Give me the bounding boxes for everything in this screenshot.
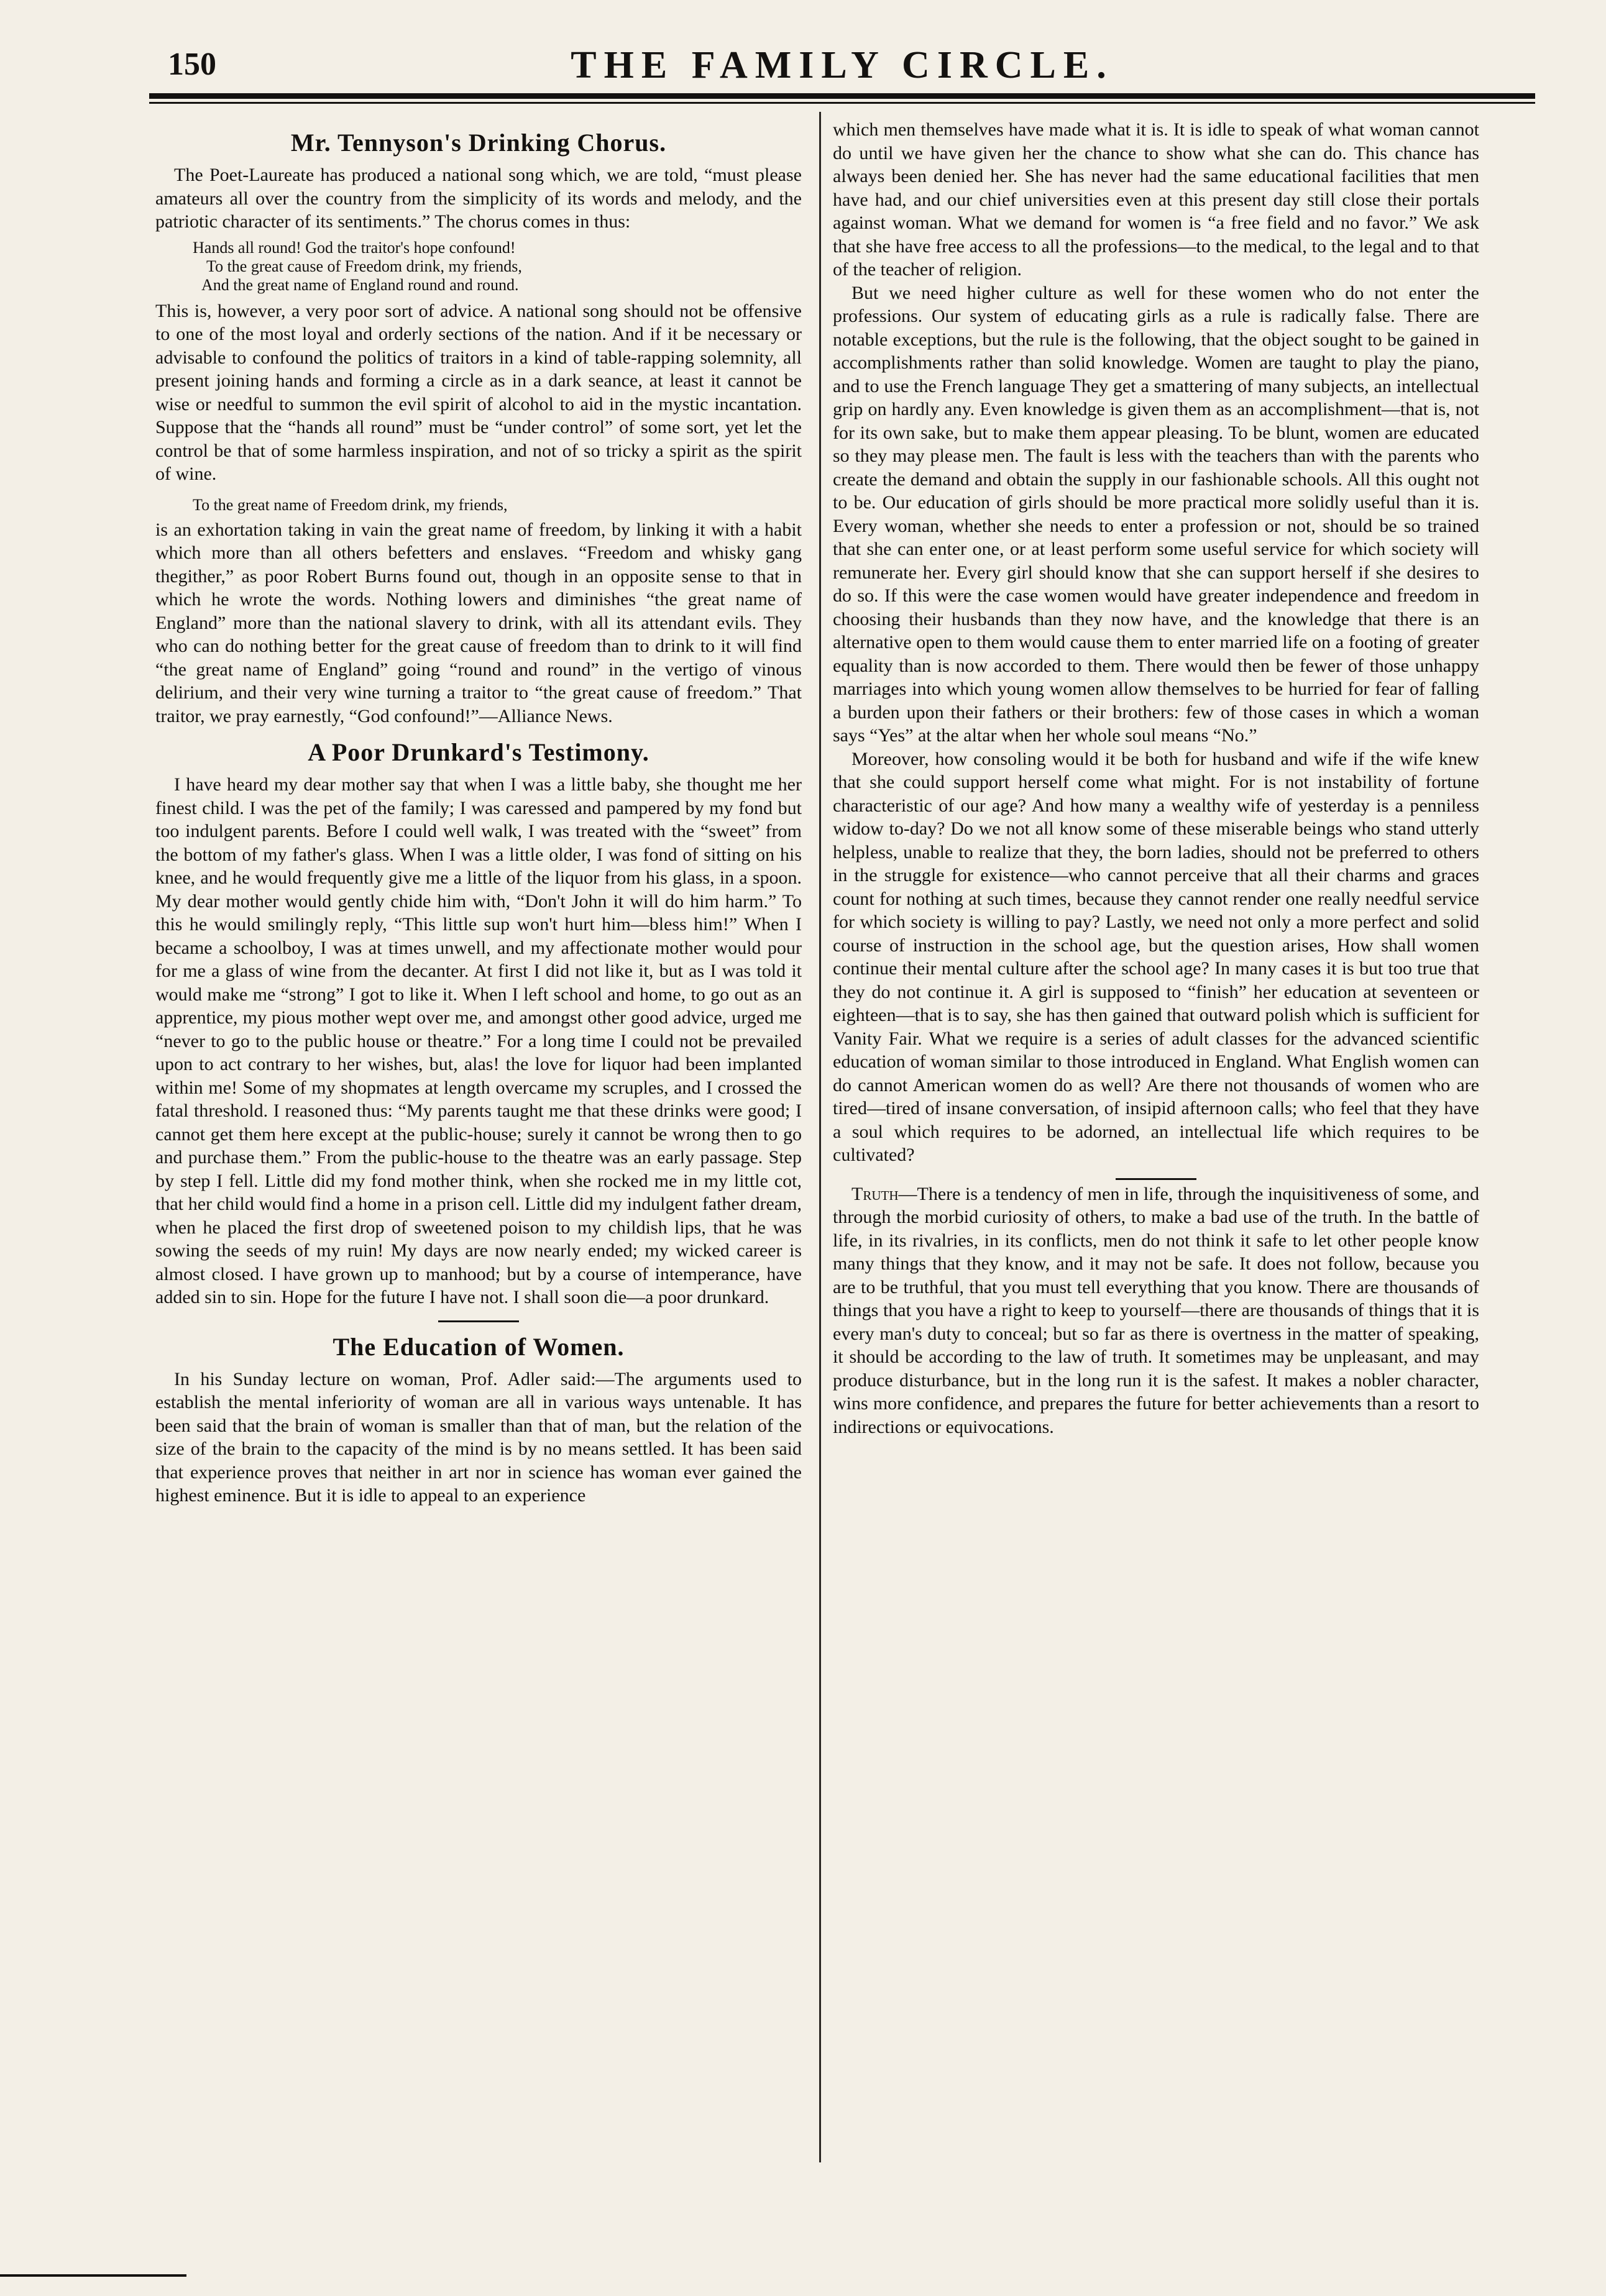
tennyson-body-1: This is, however, a very poor sort of advice. A national song should not be offensive to one of the most loyal and orderly sections of the nation. And if it be necessary or advisable to confound the politics of traitors in a kind of table-rapping solemnity, all present joining hands and forming a circle as in a dark seance, at least it cannot be wise or needful to summon the evil spirit of alcohol to aid in the mystic incantation. Suppose that the “hands all round” must be “under control” of some sort, yet let the control be that of some harmless inspiration, and not of so tricky a spirit as the spirit of wine.: [155, 300, 802, 484]
tennyson-intro: The Poet-Laureate has produced a national song which, we are told, “must please amateurs all over the country from the simplicity of its words and melody, and the patriotic character of its sentiments.” The chorus comes in thus:: [155, 165, 802, 232]
article-title-education: The Education of Women.: [333, 1332, 625, 1361]
page-header: [149, 41, 1535, 91]
header-rule-thick: [149, 93, 1535, 99]
tennyson-quote: To the great name of Freedom drink, my friends,: [193, 495, 508, 514]
truth-label: Truth: [851, 1183, 899, 1204]
truth-body: —There is a tendency of men in life, through the inquisitiveness of some, and through the morbid curiosity of others, to make a bad use of the truth. In the battle of life, in its rivalries, in its conflicts, men do not think it safe to let other people know many things that they know, and it may not be safe. It does not follow, because you are to be truthful, that you must tell everything that you know. There are thousands of things that you have a right to keep to yourself—there are thousands of things that it is every man's duty to conceal; but so far as there is overtness in the matter of speaking, it should be according to the law of truth. It sometimes may be unpleasant, and may produce disturbance, but in the long run it is the safest. It makes a nobler character, wins more confidence, and prepares the future for better achievements than a resort to indirections or equivocations.: [833, 1183, 1479, 1437]
left-column: [155, 118, 802, 1507]
truth-paragraph: [833, 1182, 1479, 1439]
drunkard-body: I have heard my dear mother say that when I was a little baby, she thought me her finest child. I was the pet of the family; I was caressed and pampered by my fond but too indulgent parents. Before I could well walk, I was treated with the “sweet” from the bottom of my father's glass. When I was a little older, I was fond of sitting on his knee, and he would frequently give me a little of the liquor from his glass, in a spoon. My dear mother would gently chide him with, “Don't John it will do him harm.” To this he would smilingly reply, “This little sup won't hurt him—bless him!” When I became a schoolboy, I was at times unwell, and my affectionate mother would pour for me a glass of wine from the decanter. At first I did not like it, but as I was told it would make me “strong” I got to like it. When I left school and home, to go out as an apprentice, my pious mother wept over me, and amongst other good advice, urged me “never to go to the public house or theatre.” For a long time I could not be prevailed upon to act contrary to her wishes, but, alas! the love for liquor had been implanted within me! Some of my shopmates at length overcame my scruples, and I crossed the fatal threshold. I reasoned thus: “My parents taught me that these drinks were good; I cannot get them here except at the public-house; surely it cannot be wrong then to go and purchase them.” From the public-house to the theatre was an early passage. Step by step I fell. Little did my fond mother think, when she rocked me in my little cot, that her child would find a home in a prison cell. Little did my indulgent father dream, when he placed the first drop of sweetened poison to my childish lips, that he was sowing the seeds of my ruin! My days are now nearly ended; my wicked career is almost closed. I have grown up to manhood; but by a course of intemperance, have added sin to sin. Hope for the future I have not. I shall soon die—a poor drunkard.: [155, 774, 802, 1307]
column-divider: [819, 112, 821, 2162]
verse-line: To the great cause of Freedom drink, my friends,: [206, 257, 522, 275]
section-rule: [1116, 1178, 1196, 1180]
verse-line: And the great name of England round and round.: [201, 275, 519, 294]
education-body: In his Sunday lecture on woman, Prof. Adler said:—The arguments used to establish the mental inferiority of woman are all in various ways untenable. It has been said that the brain of woman is smaller than that of man, but the relation of the size of the brain to the capacity of the mind is by no means settled. It has been said that experience proves that neither in art nor in science has woman ever gained the highest eminence. But it is idle to appeal to an experience: [155, 1368, 802, 1506]
education-para-3: Moreover, how consoling would it be both for husband and wife if the wife knew that she could support herself come what might. For is not instability of fortune characteristic of our age? And how many a wealthy wife of yesterday is a penniless widow to-day? Do we not all know some of these miserable beings who stand utterly helpless, unable to realize that they, the born ladies, should not be preferred to others in the struggle for existence—who cannot perceive that all their charms and graces count for nothing at such times, because they cannot render one really needful service for which society is willing to pay? Lastly, we need not only a more perfect and solid course of instruction in the school age, but the question arises, How shall women continue their mental culture after the school age? In many cases it is but too true that they do not continue it. A girl is supposed to “finish” her education at seventeen or eighteen—that is to say, she has then gained that outward polish which is sufficient for Vanity Fair. What we require is a series of adult classes for the advanced scientific education of woman similar to those introduced in England. What English women can do cannot American women do as well? Are there not thousands of women who are tired—tired of insane conversation, of insipid afternoon calls; who feel that they have a soul which requires to be adorned, an intellectual life which requires to be cultivated?: [833, 748, 1479, 1165]
education-para-2: But we need higher culture as well for these women who do not enter the professions. Our system of educating girls as a rule is radically false. There are notable exceptions, but the rule is the following, that the object sought to be gained in accomplishments rather than solid knowledge. Women are taught to play the piano, and to use the French language They get a smattering of many subjects, an intellectual grip on hardly any. Even knowledge is given them as an accomplishment—that is, not for its own sake, but to make them appear pleasing. To be blunt, women are educated so they may please men. The fault is less with the teachers than with the parents who create the demand and obtain the supply in our fashionable schools. All this ought not to be. Our education of girls should be more practical more solidly useful than it is. Every woman, whether she needs to enter a profession or not, should be so trained that she can enter one, or at least perform some useful service for which society will remunerate her. Every girl should know that she can support herself if she desires to do so. If this were the case women would have greater independence and freedom in choosing their husbands than they now have, and the knowledge that there is an alternative open to them would cause them to enter married life on a footing of greater equality than is now accorded to them. There would then be fewer of those unhappy marriages into which young women allow themselves to be hurried for fear of falling a burden upon their fathers or their brothers: few of those cases in which a woman says “Yes” at the altar when her whole soul means “No.”: [833, 282, 1479, 746]
article-title-tennyson: Mr. Tennyson's Drinking Chorus.: [290, 129, 667, 157]
footer-rule: [0, 2274, 186, 2277]
section-rule: [438, 1320, 519, 1322]
right-column: [833, 118, 1479, 1438]
page-number: 150: [168, 47, 216, 82]
chorus-verse: [193, 239, 802, 295]
article-title-drunkard: A Poor Drunkard's Testimony.: [308, 738, 649, 766]
header-rule-thin: [149, 102, 1535, 104]
verse-line: Hands all round! God the traitor's hope confound!: [193, 238, 516, 257]
tennyson-body-2: is an exhortation taking in vain the great name of freedom, by linking it with a habit which more than all others befetters and enslaves. “Freedom and whisky gang thegither,” as poor Robert Burns found out, though in an opposite sense to that in which he wrote the words. Nothing lowers and diminishes “the great name of England” more than the national slavery to drink, with all its attendant evils. They who can do nothing better for the great cause of freedom than to drink to it will find “the great name of England” going “round and round” in the vertigo of vinous delirium, and their very wine turning a traitor to “the great cause of freedom.” That traitor, we pray earnestly, “God confound!”—Alliance News.: [155, 519, 802, 726]
running-title: THE FAMILY CIRCLE.: [571, 44, 1114, 86]
education-continued: which men themselves have made what it is. It is idle to speak of what woman cannot do until we have given her the chance to show what she can do. This chance has always been denied her. She has never had the same educational facilities that men have had, and our chief universities even at this present day still close their portals against woman. What we demand for women is “a free field and no favor.” We ask that she have free access to all the professions—to the medical, to the legal and to that of the teacher of religion.: [833, 119, 1479, 280]
